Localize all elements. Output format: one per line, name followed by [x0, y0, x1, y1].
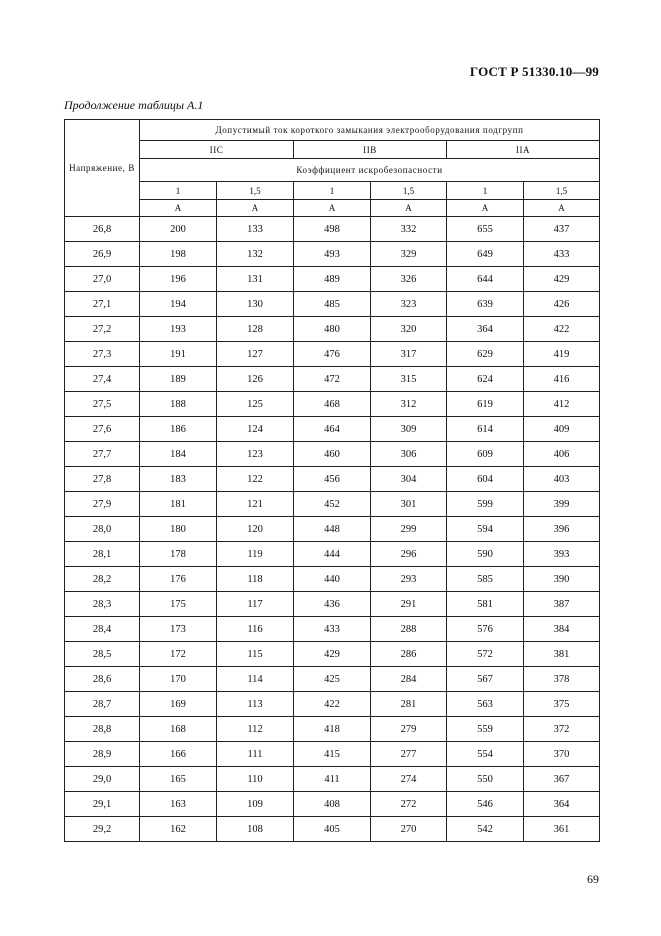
table-row	[65, 667, 600, 692]
current-cell: 286	[371, 642, 447, 667]
current-cell: 270	[371, 817, 447, 842]
current-cell: 468	[294, 392, 371, 417]
current-cell: 406	[524, 442, 600, 467]
current-cell: 323	[371, 292, 447, 317]
current-cell: 485	[294, 292, 371, 317]
current-cell: 200	[140, 217, 217, 242]
current-cell: 130	[217, 292, 294, 317]
table-row	[65, 642, 600, 667]
current-cell: 476	[294, 342, 371, 367]
current-cell: 639	[447, 292, 524, 317]
current-cell: 170	[140, 667, 217, 692]
current-cell: 126	[217, 367, 294, 392]
current-cell: 162	[140, 817, 217, 842]
current-cell: 419	[524, 342, 600, 367]
page-number: 69	[587, 872, 599, 886]
current-cell: 378	[524, 667, 600, 692]
current-cell: 189	[140, 367, 217, 392]
current-cell: 188	[140, 392, 217, 417]
current-cell: 173	[140, 617, 217, 642]
voltage-cell: 26,8	[65, 217, 140, 242]
current-cell: 489	[294, 267, 371, 292]
current-cell: 119	[217, 542, 294, 567]
coefficient-cell: 1,5	[217, 182, 294, 200]
table-row	[65, 767, 600, 792]
group-header-iia: IIА	[447, 141, 600, 159]
current-cell: 429	[294, 642, 371, 667]
current-cell: 599	[447, 492, 524, 517]
current-cell: 390	[524, 567, 600, 592]
current-cell: 315	[371, 367, 447, 392]
current-cell: 418	[294, 717, 371, 742]
current-cell: 448	[294, 517, 371, 542]
current-cell: 176	[140, 567, 217, 592]
coefficient-cell: 1	[294, 182, 371, 200]
current-cell: 196	[140, 267, 217, 292]
coefficient-header: Коэффициент искробезопасности	[140, 159, 600, 182]
current-cell: 403	[524, 467, 600, 492]
voltage-cell: 28,9	[65, 742, 140, 767]
current-cell: 127	[217, 342, 294, 367]
table-row	[65, 367, 600, 392]
current-cell: 409	[524, 417, 600, 442]
voltage-cell: 29,0	[65, 767, 140, 792]
current-cell: 183	[140, 467, 217, 492]
current-cell: 309	[371, 417, 447, 442]
current-cell: 425	[294, 667, 371, 692]
voltage-cell: 27,0	[65, 267, 140, 292]
current-cell: 411	[294, 767, 371, 792]
table-row	[65, 417, 600, 442]
current-cell: 121	[217, 492, 294, 517]
table-row	[65, 692, 600, 717]
current-cell: 559	[447, 717, 524, 742]
voltage-cell: 27,4	[65, 367, 140, 392]
current-cell: 364	[447, 317, 524, 342]
current-cell: 191	[140, 342, 217, 367]
table-caption: Продолжение таблицы А.1	[64, 98, 204, 112]
current-cell: 367	[524, 767, 600, 792]
current-cell: 624	[447, 367, 524, 392]
voltage-cell: 28,3	[65, 592, 140, 617]
current-cell: 436	[294, 592, 371, 617]
current-cell: 604	[447, 467, 524, 492]
current-cell: 567	[447, 667, 524, 692]
table-body	[65, 217, 600, 842]
current-cell: 122	[217, 467, 294, 492]
current-cell: 542	[447, 817, 524, 842]
table-row	[65, 217, 600, 242]
current-cell: 384	[524, 617, 600, 642]
table-row	[65, 567, 600, 592]
unit-cell: А	[524, 200, 600, 217]
coefficient-cell: 1,5	[524, 182, 600, 200]
table-row	[65, 492, 600, 517]
current-cell: 123	[217, 442, 294, 467]
group-header-iib: IIВ	[294, 141, 447, 159]
table-row	[65, 542, 600, 567]
current-cell: 312	[371, 392, 447, 417]
current-cell: 306	[371, 442, 447, 467]
current-cell: 115	[217, 642, 294, 667]
current-cell: 291	[371, 592, 447, 617]
current-cell: 375	[524, 692, 600, 717]
current-cell: 480	[294, 317, 371, 342]
current-cell: 546	[447, 792, 524, 817]
voltage-cell: 27,2	[65, 317, 140, 342]
current-cell: 440	[294, 567, 371, 592]
current-cell: 194	[140, 292, 217, 317]
current-cell: 186	[140, 417, 217, 442]
current-cell: 165	[140, 767, 217, 792]
current-cell: 293	[371, 567, 447, 592]
voltage-cell: 27,1	[65, 292, 140, 317]
current-cell: 284	[371, 667, 447, 692]
voltage-cell: 28,8	[65, 717, 140, 742]
table-row	[65, 442, 600, 467]
current-cell: 301	[371, 492, 447, 517]
current-cell: 288	[371, 617, 447, 642]
current-cell: 433	[294, 617, 371, 642]
current-cell: 296	[371, 542, 447, 567]
table-row	[65, 242, 600, 267]
table-row	[65, 392, 600, 417]
current-cell: 372	[524, 717, 600, 742]
current-cell: 113	[217, 692, 294, 717]
current-cell: 304	[371, 467, 447, 492]
current-cell: 644	[447, 267, 524, 292]
current-cell: 550	[447, 767, 524, 792]
table-row	[65, 742, 600, 767]
current-cell: 581	[447, 592, 524, 617]
current-cell: 110	[217, 767, 294, 792]
current-cell: 172	[140, 642, 217, 667]
current-cell: 317	[371, 342, 447, 367]
current-cell: 120	[217, 517, 294, 542]
voltage-cell: 29,1	[65, 792, 140, 817]
table-row	[65, 517, 600, 542]
current-cell: 437	[524, 217, 600, 242]
voltage-cell: 29,2	[65, 817, 140, 842]
voltage-cell: 27,6	[65, 417, 140, 442]
unit-cell: А	[217, 200, 294, 217]
current-cell: 272	[371, 792, 447, 817]
current-cell: 180	[140, 517, 217, 542]
current-cell: 326	[371, 267, 447, 292]
current-cell: 554	[447, 742, 524, 767]
current-cell: 422	[524, 317, 600, 342]
current-cell: 433	[524, 242, 600, 267]
coefficient-cell: 1	[140, 182, 217, 200]
document-header: ГОСТ Р 51330.10—99	[469, 64, 599, 79]
current-cell: 299	[371, 517, 447, 542]
current-cell: 112	[217, 717, 294, 742]
unit-cell: А	[294, 200, 371, 217]
current-cell: 649	[447, 242, 524, 267]
current-cell: 387	[524, 592, 600, 617]
current-cell: 396	[524, 517, 600, 542]
current-cell: 655	[447, 217, 524, 242]
current-cell: 444	[294, 542, 371, 567]
current-cell: 416	[524, 367, 600, 392]
current-cell: 426	[524, 292, 600, 317]
unit-cell: А	[371, 200, 447, 217]
unit-cell: А	[140, 200, 217, 217]
voltage-cell: 28,2	[65, 567, 140, 592]
voltage-cell: 27,9	[65, 492, 140, 517]
current-cell: 563	[447, 692, 524, 717]
current-cell: 393	[524, 542, 600, 567]
current-cell: 429	[524, 267, 600, 292]
table-header	[65, 120, 600, 217]
table-row	[65, 617, 600, 642]
voltage-cell: 27,5	[65, 392, 140, 417]
coefficient-cell: 1,5	[371, 182, 447, 200]
current-cell: 576	[447, 617, 524, 642]
current-cell: 169	[140, 692, 217, 717]
table-row	[65, 817, 600, 842]
voltage-cell: 26,9	[65, 242, 140, 267]
voltage-column-header: Напряжение, В	[65, 120, 140, 217]
coefficient-cell: 1	[447, 182, 524, 200]
current-cell: 460	[294, 442, 371, 467]
unit-cell: А	[447, 200, 524, 217]
current-cell: 381	[524, 642, 600, 667]
current-cell: 118	[217, 567, 294, 592]
current-cell: 181	[140, 492, 217, 517]
current-cell: 412	[524, 392, 600, 417]
current-cell: 614	[447, 417, 524, 442]
current-cell: 198	[140, 242, 217, 267]
current-cell: 472	[294, 367, 371, 392]
table-row	[65, 342, 600, 367]
voltage-cell: 28,5	[65, 642, 140, 667]
current-cell: 109	[217, 792, 294, 817]
current-cell: 408	[294, 792, 371, 817]
table-row	[65, 292, 600, 317]
current-cell: 361	[524, 817, 600, 842]
current-cell: 364	[524, 792, 600, 817]
current-cell: 277	[371, 742, 447, 767]
voltage-cell: 28,0	[65, 517, 140, 542]
table-row	[65, 717, 600, 742]
current-cell: 178	[140, 542, 217, 567]
voltage-cell: 28,7	[65, 692, 140, 717]
current-cell: 452	[294, 492, 371, 517]
current-cell: 117	[217, 592, 294, 617]
current-cell: 629	[447, 342, 524, 367]
current-cell: 111	[217, 742, 294, 767]
short-circuit-current-table	[64, 119, 600, 842]
current-cell: 422	[294, 692, 371, 717]
current-cell: 274	[371, 767, 447, 792]
current-cell: 168	[140, 717, 217, 742]
voltage-cell: 27,8	[65, 467, 140, 492]
table-row	[65, 792, 600, 817]
current-cell: 320	[371, 317, 447, 342]
table-row	[65, 267, 600, 292]
current-cell: 116	[217, 617, 294, 642]
group-header-iic: IIС	[140, 141, 294, 159]
current-cell: 166	[140, 742, 217, 767]
table-row	[65, 467, 600, 492]
current-cell: 590	[447, 542, 524, 567]
current-cell: 329	[371, 242, 447, 267]
current-cell: 464	[294, 417, 371, 442]
table-row	[65, 317, 600, 342]
current-cell: 131	[217, 267, 294, 292]
current-cell: 594	[447, 517, 524, 542]
current-cell: 585	[447, 567, 524, 592]
current-cell: 332	[371, 217, 447, 242]
current-header: Допустимый ток короткого замыкания электрооборудования подгрупп	[140, 120, 600, 141]
current-cell: 184	[140, 442, 217, 467]
current-cell: 193	[140, 317, 217, 342]
current-cell: 619	[447, 392, 524, 417]
current-cell: 281	[371, 692, 447, 717]
current-cell: 133	[217, 217, 294, 242]
voltage-cell: 28,1	[65, 542, 140, 567]
voltage-cell: 27,7	[65, 442, 140, 467]
current-cell: 132	[217, 242, 294, 267]
voltage-cell: 28,6	[65, 667, 140, 692]
current-cell: 370	[524, 742, 600, 767]
voltage-cell: 28,4	[65, 617, 140, 642]
current-cell: 405	[294, 817, 371, 842]
current-cell: 125	[217, 392, 294, 417]
current-cell: 609	[447, 442, 524, 467]
table-row	[65, 592, 600, 617]
current-cell: 108	[217, 817, 294, 842]
current-cell: 279	[371, 717, 447, 742]
current-cell: 456	[294, 467, 371, 492]
current-cell: 493	[294, 242, 371, 267]
current-cell: 498	[294, 217, 371, 242]
current-cell: 128	[217, 317, 294, 342]
current-cell: 572	[447, 642, 524, 667]
current-cell: 415	[294, 742, 371, 767]
current-cell: 399	[524, 492, 600, 517]
current-cell: 114	[217, 667, 294, 692]
current-cell: 124	[217, 417, 294, 442]
current-cell: 163	[140, 792, 217, 817]
current-cell: 175	[140, 592, 217, 617]
voltage-cell: 27,3	[65, 342, 140, 367]
